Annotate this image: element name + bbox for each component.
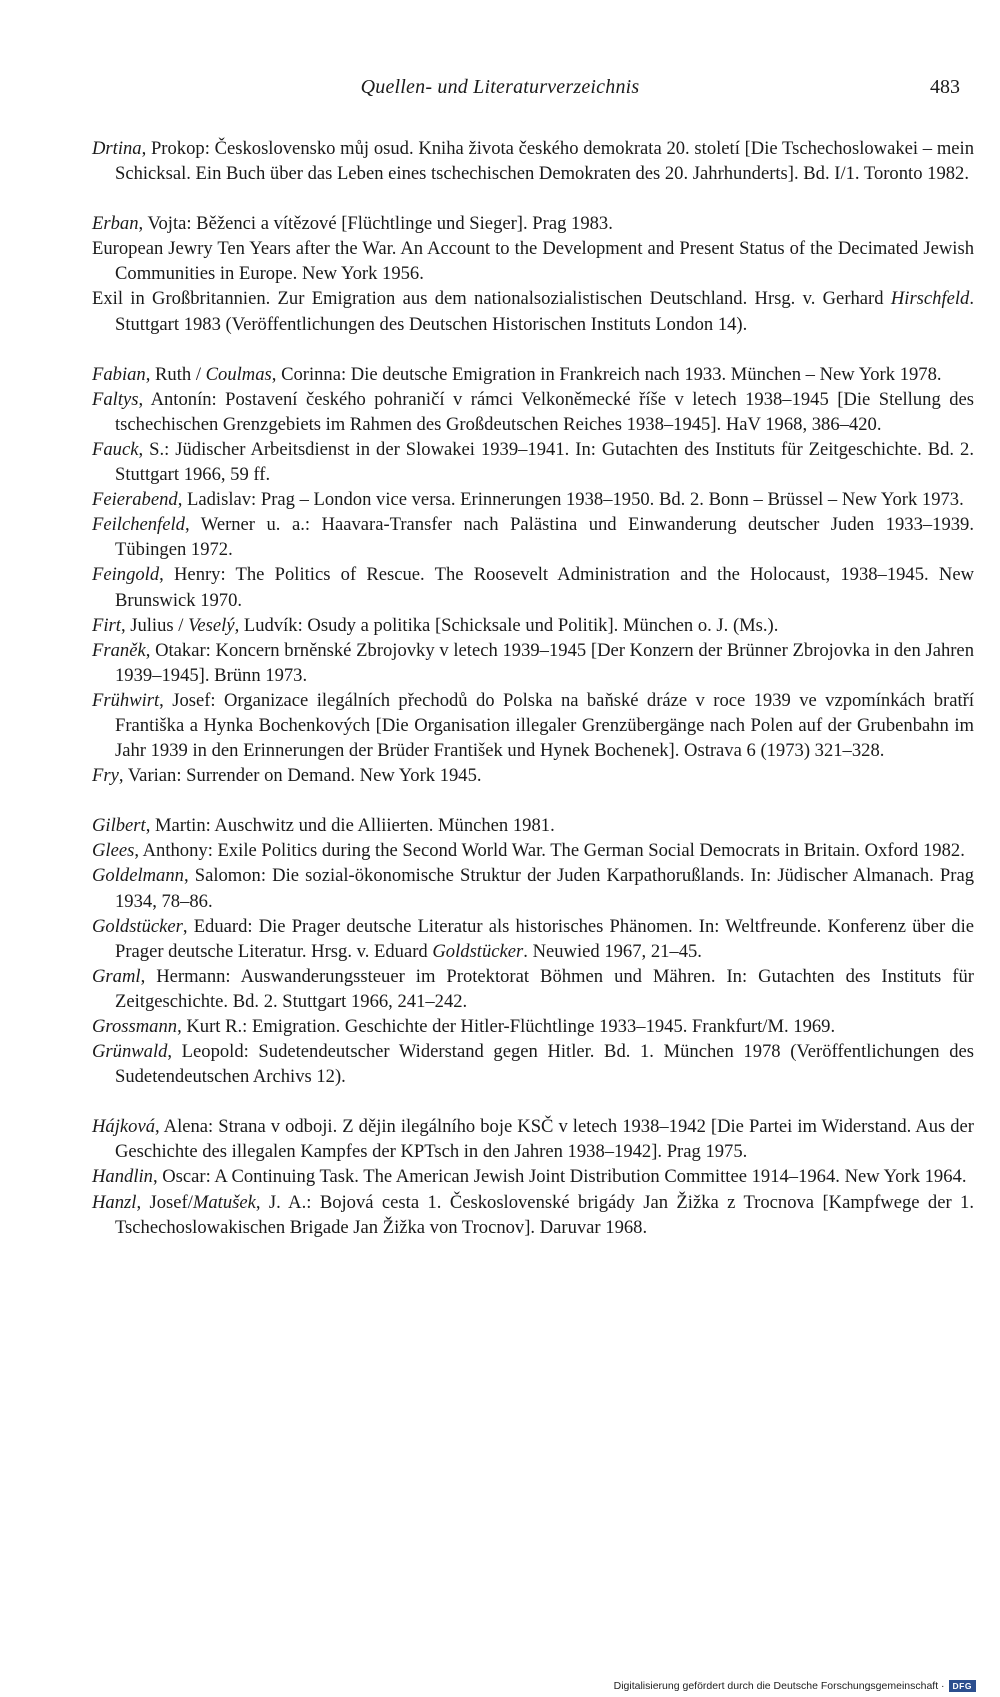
entry-text-continued: , Corinna: Die deutsche Emigration in Frankreich nach 1933. München – New York 1978. <box>271 363 942 385</box>
entry-author: Faltys <box>92 388 139 410</box>
entry-author: Erban <box>92 213 139 235</box>
entry-author: Fabian <box>92 363 146 385</box>
entry-text: , Salomon: Die sozial-ökonomische Struktur der Juden Karpathorußlands. In: Jüdischer Almanach. Prag 1934, 78–86. <box>115 865 974 912</box>
bibliography-entry <box>92 638 974 688</box>
bibliography-entry <box>92 286 974 336</box>
entry-text-continued: , Ludvík: Osudy a politika [Schicksale und Politik]. München o. J. (Ms.). <box>234 614 779 636</box>
entry-text: , Werner u. a.: Haavara-Transfer nach Palästina und Einwanderung deutscher Juden 1933–1939. Tübingen 1972. <box>115 514 974 561</box>
entry-author: Frühwirt <box>92 689 160 711</box>
entry-author: Hanzl <box>92 1191 137 1213</box>
entry-text: , Prokop: Československo můj osud. Kniha života českého demokrata 20. století [Die Tschechoslowakei – mein Schicksal. Ein Buch über das Leben eines tschechischen Demokraten des 20. Jahrhunderts]. Bd. I/1. Toronto 1982. <box>115 138 974 185</box>
entry-text: , Oscar: A Continuing Task. The American Jewish Joint Distribution Committee 1914–1964. New York 1964. <box>152 1166 967 1188</box>
bibliography-entry <box>92 211 974 236</box>
bibliography-entry <box>92 964 974 1014</box>
entry-text: , Julius / <box>120 614 189 636</box>
dfg-logo-icon: DFG <box>949 1680 976 1692</box>
entry-coauthor: Matušek <box>192 1191 256 1213</box>
bibliography-entry <box>92 136 974 186</box>
footer-text: Digitalisierung gefördert durch die Deutsche Forschungsgemeinschaft · <box>613 1680 945 1692</box>
bibliography-entry <box>92 1114 974 1164</box>
entry-text: , S.: Jüdischer Arbeitsdienst in der Slowakei 1939–1941. In: Gutachten des Instituts für Zeitgeschichte. Bd. 2. Stuttgart 1966, 59 ff. <box>115 438 974 486</box>
entry-coauthor: Coulmas <box>205 363 272 385</box>
bibliography-entry <box>92 387 974 437</box>
entry-text: , Anthony: Exile Politics during the Second World War. The German Social Democrats in Britain. Oxford 1982. <box>134 840 965 862</box>
page-number: 483 <box>930 76 960 98</box>
entry-text: , Ruth / <box>145 363 206 385</box>
entry-author: Goldstücker <box>92 915 183 937</box>
letter-group <box>92 813 974 1089</box>
bibliography-entry <box>92 487 974 512</box>
bibliography-entry <box>92 688 974 763</box>
entry-author: Drtina <box>92 138 142 159</box>
entry-text: , Vojta: Běženci a vítězové [Flüchtlinge und Sieger]. Prag 1983. <box>138 213 613 235</box>
bibliography-entry <box>92 1039 974 1089</box>
entry-text: , Antonín: Postavení českého pohraničí v rámci Velkoněmecké říše v letech 1938–1945 [Die Stellung des tschechischen Grenzgebiets im Rahmen des Großdeutschen Reiches 1938–1945]. HaV 1968, 386–420. <box>115 388 974 435</box>
letter-group <box>92 1114 974 1239</box>
entry-author: Hájková <box>92 1116 155 1138</box>
entry-text: , Martin: Auschwitz und die Alliierten. München 1981. <box>145 815 555 837</box>
entry-text: , Henry: The Politics of Rescue. The Roosevelt Administration and the Holocaust, 1938–1945. New Brunswick 1970. <box>115 564 974 611</box>
bibliography-entry <box>92 236 974 286</box>
bibliography-entry <box>92 863 974 913</box>
entry-author: Grossmann <box>92 1016 178 1037</box>
entry-text: , Josef/ <box>136 1191 193 1213</box>
entry-text: Exil in Großbritannien. Zur Emigration aus dem nationalsozialistischen Deutschland. Hrsg. v. Gerhard <box>92 288 891 310</box>
bibliography-entry <box>92 914 974 964</box>
entry-author: Fauck <box>92 438 139 460</box>
entry-text-continued: . Neuwied 1967, 21–45. <box>523 940 702 962</box>
bibliography-entry <box>92 763 974 788</box>
entry-text: , Ladislav: Prag – London vice versa. Erinnerungen 1938–1950. Bd. 2. Bonn – Brüssel – New York 1973. <box>177 489 964 511</box>
bibliography-entry <box>92 512 974 562</box>
entry-text: , Kurt R.: Emigration. Geschichte der Hitler-Flüchtlinge 1933–1945. Frankfurt/M. 1969. <box>177 1016 836 1037</box>
entry-author: Handlin <box>92 1166 153 1188</box>
bibliography-entry <box>92 437 974 487</box>
entry-coauthor: Veselý <box>188 614 235 636</box>
entry-author: Fry <box>92 765 119 787</box>
entry-author: Graml <box>92 965 141 987</box>
entry-text: , Otakar: Koncern brněnské Zbrojovky v letech 1939–1945 [Der Konzern der Brünner Zbrojovka in den Jahren 1939–1945]. Brünn 1973. <box>115 639 974 686</box>
bibliography-list <box>92 136 974 1265</box>
entry-author: Firt <box>92 614 121 636</box>
entry-text: , Leopold: Sudetendeutscher Widerstand gegen Hitler. Bd. 1. München 1978 (Veröffentlichungen des Sudetendeutschen Archivs 12). <box>115 1041 974 1088</box>
entry-author: Feierabend <box>92 489 178 511</box>
bibliography-entry <box>92 613 974 638</box>
bibliography-entry <box>92 1164 974 1189</box>
entry-text: , Eduard: Die Prager deutsche Literatur als historisches Phänomen. In: Weltfreunde. Konferenz über die Prager deutsche Literatur. Hrsg. v. Eduard <box>115 915 974 962</box>
entry-author: Franěk <box>92 639 146 661</box>
entry-author: Gilbert <box>92 815 146 837</box>
entry-author: Feilchenfeld <box>92 514 185 536</box>
entry-text: European Jewry Ten Years after the War. An Account to the Development and Present Status of the Decimated Jewish Communities in Europe. New York 1956. <box>92 238 974 285</box>
entry-author: Grünwald <box>92 1041 168 1063</box>
entry-text: , Alena: Strana v odboji. Z dějin ilegálního boje KSČ v letech 1938–1942 [Die Partei im Widerstand. Aus der Geschichte des illegalen Kampfes der KPTsch in den Jahren 1938–1942]. Prag 1975. <box>115 1116 974 1163</box>
entry-text-continued: . Stuttgart 1983 (Veröffentlichungen des Deutschen Historischen Instituts London 14). <box>115 288 974 335</box>
entry-text: , Josef: Organizace ilegálních přechodů do Polska na baňské dráze v roce 1939 ve vzpomínkách bratří Františka a Hynka Bochenkových [Die Organisation illegaler Grenzübergänge nach Polen auf der Grubenbahn im Jahr 1939 in den Erinnerungen der Brüder František und Hynek Bochenek]. Ostrava 6 (1973) 321–328. <box>115 689 974 762</box>
bibliography-entry <box>92 838 974 863</box>
bibliography-entry <box>92 562 974 612</box>
running-header-title: Quellen- und Literaturverzeichnis <box>360 76 640 98</box>
bibliography-entry <box>92 813 974 838</box>
letter-group <box>92 362 974 789</box>
bibliography-entry <box>92 1190 974 1240</box>
entry-author: Glees <box>92 840 135 862</box>
entry-text: , Varian: Surrender on Demand. New York 1945. <box>118 765 482 787</box>
bibliography-entry <box>92 1014 974 1039</box>
entry-author: Goldelmann <box>92 865 184 887</box>
entry-text-continued: , J. A.: Bojová cesta 1. Československé brigády Jan Žižka z Trocnova [Kampfwege der 1. Tschechoslowakischen Brigade Jan Žižka von Trocnov]. Daruvar 1968. <box>115 1191 974 1238</box>
digitization-footer <box>614 1680 976 1692</box>
bibliography-entry <box>92 362 974 387</box>
letter-group <box>92 136 974 186</box>
entry-coauthor: Hirschfeld <box>890 288 970 310</box>
entry-author: Feingold <box>92 564 160 586</box>
letter-group <box>92 211 974 336</box>
entry-coauthor: Goldstücker <box>432 940 524 962</box>
entry-text: , Hermann: Auswanderungssteuer im Protektorat Böhmen und Mähren. In: Gutachten des Instituts für Zeitgeschichte. Bd. 2. Stuttgart 1966, 241–242. <box>115 965 974 1012</box>
